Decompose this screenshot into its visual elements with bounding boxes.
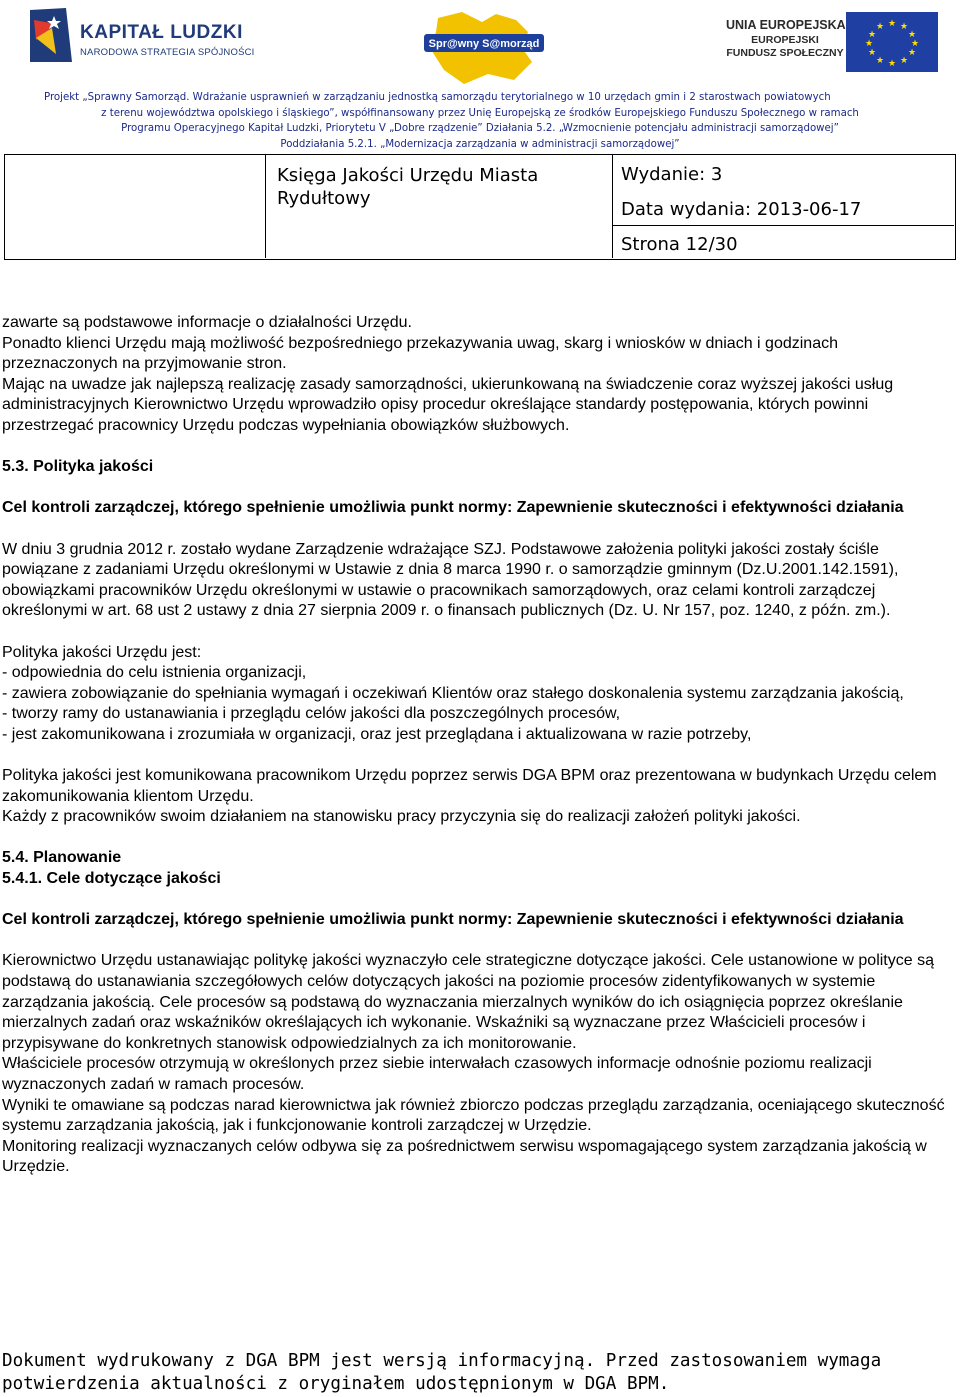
control-objective: Cel kontroli zarządczej, którego spełnienie umożliwia punkt normy: Zapewnienie skuteczności i efektywności działania	[2, 499, 904, 517]
header-logo-cell	[5, 155, 266, 258]
list-item: - zawiera zobowiązanie do spełniania wymagań i oczekiwań Klientów oraz stałego doskonalenia systemu zarządzania jakością,	[2, 684, 904, 702]
footer-line-2: potwierdzenia aktualności z oryginałem udostępnionym w DGA BPM.	[2, 1374, 670, 1394]
policy-intro: Polityka jakości Urzędu jest:	[2, 643, 202, 661]
control-objective: Cel kontroli zarządczej, którego spełnienie umożliwia punkt normy: Zapewnienie skuteczności i efektywności działania	[2, 911, 904, 929]
svg-text:★: ★	[867, 30, 877, 40]
logo-bar	[0, 0, 960, 92]
paragraph: Wyniki te omawiane są podczas narad kierownictwa jak również zbiorczo podczas przeglądu zarządzania, oceniającego skuteczność systemu zarządzania jakością, jak i funkcjonowanie kontroli zarządczej w Urzędzie.	[2, 1096, 945, 1135]
svg-text:★: ★	[875, 56, 885, 66]
issue-date: Data wydania: 2013-06-17	[621, 199, 862, 220]
page-number: Strona 12/30	[621, 234, 738, 255]
header-meta-cell	[613, 155, 954, 258]
kapital-ludzki-title: KAPITAŁ LUDZKI	[80, 22, 243, 43]
kapital-ludzki-subtitle: NARODOWA STRATEGIA SPÓJNOŚCI	[80, 47, 255, 58]
document-body	[2, 313, 958, 1178]
section-heading-5-3: 5.3. Polityka jakości	[2, 458, 154, 476]
section-heading-5-4: 5.4. Planowanie	[2, 849, 122, 867]
project-info	[0, 90, 960, 152]
document-header-table	[4, 154, 956, 260]
kapital-ludzki-logo	[80, 22, 255, 58]
kapital-ludzki-flag-icon	[26, 6, 78, 66]
edition-row	[613, 155, 954, 190]
svg-text:★: ★	[907, 48, 917, 58]
sprawny-samorzad-logo	[418, 8, 550, 88]
paragraph: Ponadto klienci Urzędu mają możliwość bezpośredniego przekazywania uwag, skarg i wniosków w dniach i godzinach przeznaczonych na przyjmowanie stron.	[2, 334, 838, 373]
paragraph: Właściciele procesów otrzymują w określonych przez siebie interwałach czasowych informacje odnośnie poziomu realizacji wyznaczonych zadań w ramach procesów.	[2, 1055, 872, 1093]
svg-text:★: ★	[887, 59, 897, 69]
paragraph: Polityka jakości jest komunikowana pracownikom Urzędu poprzez serwis DGA BPM oraz prezentowana w budynkach Urzędu celem zakomunikowania klientom Urzędu.	[2, 767, 937, 805]
paragraph: zawarte są podstawowe informacje o działalności Urzędu.	[2, 314, 412, 331]
svg-text:★: ★	[899, 56, 909, 66]
ue-line-1: UNIA EUROPEJSKA	[726, 18, 846, 32]
project-line-4: Poddziałania 5.2.1. „Modernizacja zarządzania w administracji samorządowej”	[280, 138, 680, 150]
document-title: Księga Jakości Urzędu Miasta Rydułtowy	[277, 165, 539, 209]
eu-flag-icon	[846, 12, 938, 72]
edition: Wydanie: 3	[621, 164, 723, 185]
date-row	[613, 190, 954, 226]
paragraph: Kierownictwo Urzędu ustanawiając politykę jakości wyznaczyło cele strategiczne dotyczące jakości. Cele ustanowione w polityce są podstawą do ustanawiania szczegółowych celów dotyczących jakości na poziomie procesów zidentyfikowanych w systemie zarządzania jakością. Cele procesów są podstawą do wyznaczania mierzalnych wyników do ich osiągnięcia poprzez określanie mierzalnych zadań oraz wskaźników określających ich wykonanie. Wskaźniki są wyznaczane przez Właścicieli procesów i przypisywane do konkretnych stanowisk odpowiedzialnych za ich monitorowanie.	[2, 952, 934, 1052]
sprawny-samorzad-title: Spr@wny S@morząd	[428, 38, 540, 50]
svg-text:★: ★	[907, 30, 917, 40]
print-disclaimer	[2, 1350, 958, 1396]
list-item: - odpowiednia do celu istnienia organizacji,	[2, 664, 307, 682]
svg-text:★: ★	[864, 39, 874, 49]
list-item: - jest zakomunikowana i zrozumiała w organizacji, oraz jest przeglądana i aktualizowana w razie potrzeby,	[2, 725, 752, 743]
svg-text:★: ★	[867, 48, 877, 58]
ue-line-2: EUROPEJSKI	[751, 34, 819, 46]
ue-logo-text	[726, 18, 844, 59]
paragraph: W dniu 3 grudnia 2012 r. zostało wydane Zarządzenie wdrażające SZJ. Podstawowe założenia polityki jakości zostały ściśle powiązane z zadaniami Urzędu określonymi w Ustawie z dnia 8 marca 1990 r. o samorządzie gminnym (Dz.U.2001.142.1591), obowiązkami pracowników Urzędu określonymi w ustawie o pracownikach samorządowych, oraz celami kontroli zarządczej określonymi w art. 68 ust 2 ustawy z dnia 27 sierpnia 2009 r. o finansach publicznych (Dz. U. Nr 157, poz. 1240, z późn. zm.).	[2, 540, 899, 620]
footer-line-1: Dokument wydrukowany z DGA BPM jest wersją informacyjną. Przed zastosowaniem wymaga	[2, 1351, 882, 1371]
list-item: - tworzy ramy do ustanawiania i przeglądu celów jakości dla poszczególnych procesów,	[2, 705, 621, 723]
project-line-1: Projekt „Sprawny Samorząd. Wdrażanie usprawnień w zarządzaniu jednostką samorządu terytorialnego w 10 urzędach gmin i 2 starostwach powiatowych	[44, 92, 831, 103]
paragraph: Monitoring realizacji wyznaczanych celów odbywa się za pośrednictwem serwisu wspomagającego system zarządzania jakością w Urzędzie.	[2, 1137, 927, 1176]
paragraph: Każdy z pracowników swoim działaniem na stanowisku pracy przyczynia się do realizacji założeń polityki jakości.	[2, 808, 801, 826]
project-line-3: Programu Operacyjnego Kapitał Ludzki, Priorytetu V „Dobre rządzenie” Działania 5.2. „Wzmocnienie potencjału administracji samorządowej”	[121, 123, 839, 135]
ue-line-3: FUNDUSZ SPOŁECZNY	[726, 47, 844, 59]
svg-text:★: ★	[910, 39, 920, 49]
project-line-2: z terenu województwa opolskiego i śląskiego”, współfinansowany przez Unię Europejską ze środków Europejskiego Funduszu Społecznego w ramach	[101, 107, 859, 119]
section-heading-5-4-1: 5.4.1. Cele dotyczące jakości	[2, 870, 221, 888]
paragraph: Mając na uwadze jak najlepszą realizację zasady samorządności, ukierunkowaną na świadczenie coraz wyższej jakości usług administracyjnych Kierownictwo Urzędu wprowadziło opisy procedur określające standardy postępowania, których powinni przestrzegać pracownicy Urzędu podczas wypełniania obowiązków służbowych.	[2, 375, 894, 434]
svg-text:★: ★	[875, 22, 885, 32]
page-row	[613, 226, 954, 258]
header-title-cell	[266, 155, 613, 258]
svg-text:★: ★	[899, 22, 909, 32]
svg-text:★: ★	[887, 19, 897, 29]
